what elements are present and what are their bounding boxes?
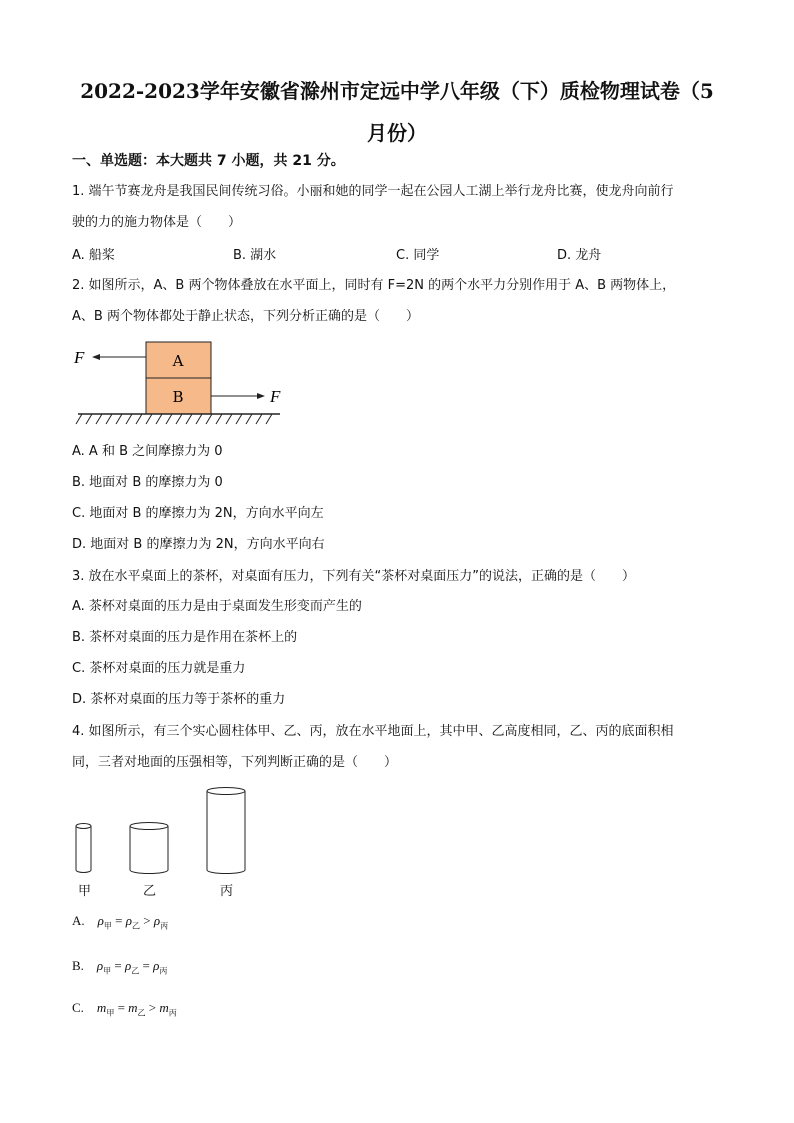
q3-option-b[interactable]: B. 茶杯对桌面的压力是作用在茶杯上的 [72,630,298,645]
q1-option-c[interactable]: C. 同学 [396,248,440,263]
q3-option-c[interactable]: C. 茶杯对桌面的压力就是重力 [72,661,246,676]
block-a-label: A [172,352,184,370]
exam-title [60,70,734,154]
q2-option-b[interactable]: B. 地面对 B 的摩擦力为 0 [72,475,223,490]
q2-option-a[interactable]: A. A 和 B 之间摩擦力为 0 [72,444,223,459]
question-1-line2: 驶的力的施力物体是（ ） [72,215,242,230]
exam-title-line1: 2022-2023学年安徽省滁州市定远中学八年级（下）质检物理试卷（5 [80,79,714,103]
cylinder-jia-label: 甲 [78,884,92,899]
cylinders-figure [70,784,260,876]
question-2-line2: A、B 两个物体都处于静止状态，下列分析正确的是（ ） [72,309,419,324]
cylinder-yi-label: 乙 [143,884,157,899]
q3-option-a[interactable]: A. 茶杯对桌面的压力是由于桌面发生形变而产生的 [72,599,362,614]
question-4 [72,716,724,778]
ground-hatching [76,414,272,424]
question-4-line1: 4. 如图所示，有三个实心圆柱体甲、乙、丙，放在水平地面上，其中甲、乙高度相同，乙、丙的底面积相 [72,724,674,739]
q3-option-d[interactable]: D. 茶杯对桌面的压力等于茶杯的重力 [72,692,286,707]
q4-option-b[interactable]: B. $\rho_甲 = \rho_乙 = \rho_丙$ [72,958,168,976]
question-1-line1: 1. 端午节赛龙舟是我国民间传统习俗。小丽和她的同学一起在公园人工湖上举行龙舟比赛，使龙舟向前行 [72,184,674,199]
question-2 [72,270,724,332]
q1-option-a[interactable]: A. 船桨 [72,248,115,263]
cylinder-yi [130,823,168,874]
section-heading: 一、单选题：本大题共 7 小题，共 21 分。 [72,153,345,169]
q4-option-c[interactable]: C. $m_甲 = m_乙 > m_丙$ [72,1000,177,1018]
q1-option-d[interactable]: D. 龙舟 [557,248,602,263]
left-arrowhead-icon [92,354,100,360]
right-force-label: F [270,387,281,406]
exam-title-line2: 月份） [367,121,427,145]
q4-option-a[interactable]: A. $\rho_甲 = \rho_乙 > \rho_丙$ [72,913,169,931]
blocks-figure [70,336,290,430]
q1-option-b[interactable]: B. 湖水 [233,248,277,263]
cylinder-bing-label: 丙 [220,884,234,899]
question-1 [72,176,724,238]
question-2-line1: 2. 如图所示，A、B 两个物体叠放在水平面上，同时有 F=2N 的两个水平力分别作用于 A、B 两物体上， [72,278,676,293]
q2-option-d[interactable]: D. 地面对 B 的摩擦力为 2N，方向水平向右 [72,537,325,552]
cylinder-bing [207,788,245,874]
question-3-line1: 3. 放在水平桌面上的茶杯，对桌面有压力，下列有关“茶杯对桌面压力”的说法，正确的是（ ） [72,569,636,584]
question-4-line2: 同，三者对地面的压强相等，下列判断正确的是（ ） [72,755,398,770]
block-b-label: B [172,388,184,406]
right-arrowhead-icon [257,393,265,399]
left-force-label: F [74,348,85,367]
q2-option-c[interactable]: C. 地面对 B 的摩擦力为 2N，方向水平向左 [72,506,324,521]
question-3 [72,561,724,592]
cylinder-jia [76,824,91,873]
